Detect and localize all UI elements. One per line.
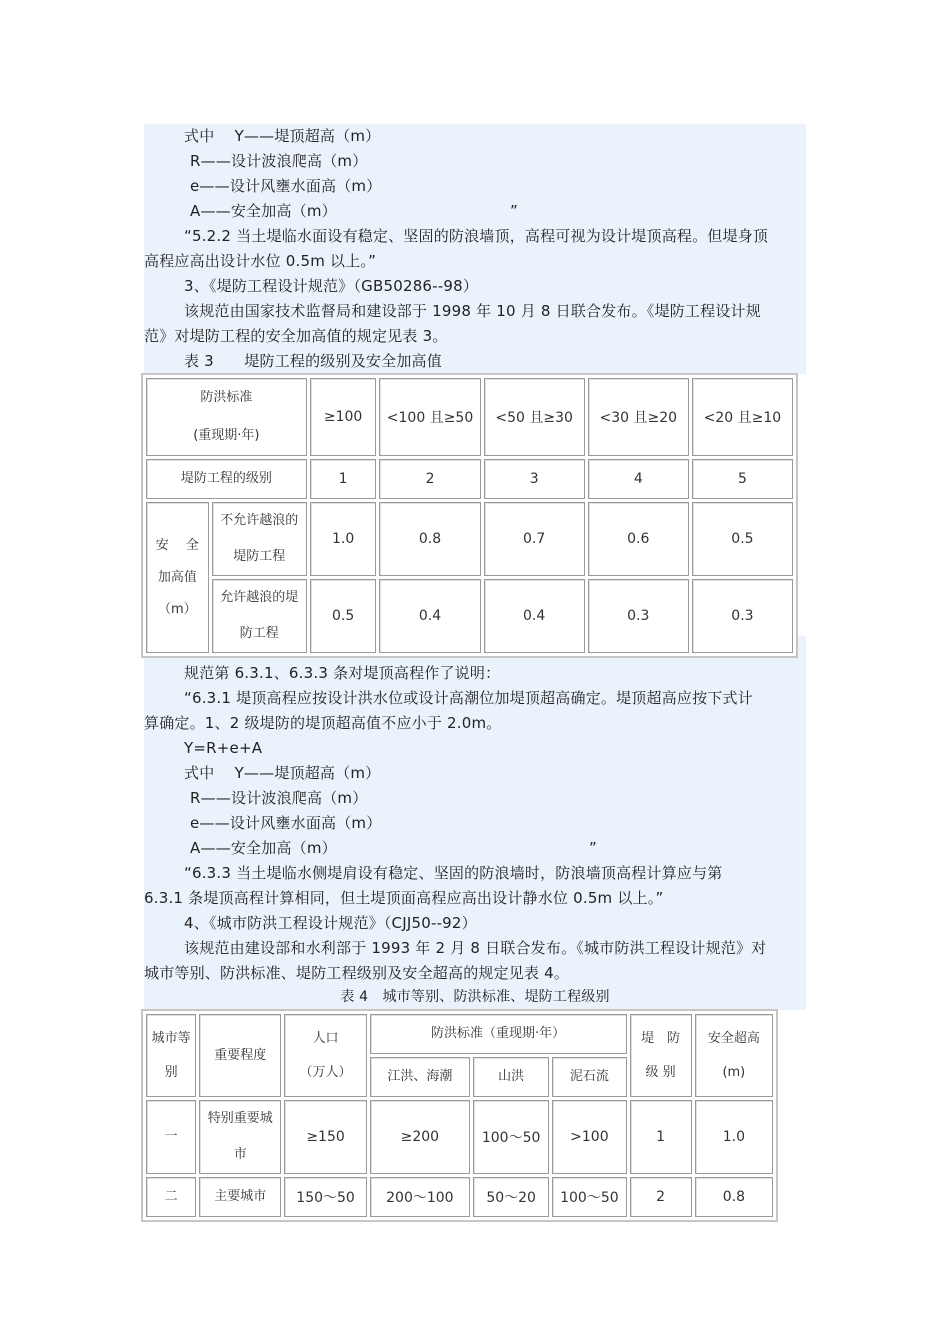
importance-cell: 主要城市 [199,1177,281,1217]
header-debris-flow: 泥石流 [552,1057,626,1097]
paragraph-text: 高程应高出设计水位 0.5m 以上。” [144,252,377,270]
paragraph-text: “6.3.1 堤顶高程应按设计洪水位或设计高潮位加堤顶超高确定。堤顶超高应按下式计 [184,689,753,707]
header-importance: 重要程度 [199,1014,281,1097]
value-cell: 0.7 [484,502,585,576]
header-city-grade: 城市等 别 [146,1014,196,1097]
table-4 [141,1009,778,1222]
formula-legend-a: A——安全加高（m） ” [144,199,806,224]
level-cell: 3 [484,459,585,499]
value-cell: ≥200 [370,1100,470,1174]
col-header: ≥100 [310,378,377,456]
section-heading: 3、《堤防工程设计规范》（GB50286--98） [184,277,479,295]
value-cell: >100 [552,1100,626,1174]
paragraph-text: “5.2.2 当土堤临水面设有稳定、坚固的防浪墙顶，高程可视为设计堤顶高程。但堤身顶 [184,227,769,245]
safety-label: 安 全 加高值 （m） [146,502,209,653]
value-cell: 100～50 [552,1177,626,1217]
paragraph-text: “6.3.3 当土堤临水侧堤肩设有稳定、坚固的防浪墙时，防浪墙顶高程计算应与第 [184,864,723,882]
formula: Y=R+e+A [184,739,263,757]
header-mountain-flood: 山洪 [473,1057,549,1097]
importance-cell: 特别重要城 市 [199,1100,281,1174]
value-cell: 100～50 [473,1100,549,1174]
col-header: <50 且≥30 [484,378,585,456]
header-flood-standard: 防洪标准（重现期·年） [370,1014,627,1054]
header-flood-standard: 防洪标准 (重现期·年) [146,378,307,456]
row-label-overtop: 允许越浪的堤 防工程 [212,579,307,653]
level-cell: 2 [379,459,480,499]
col-header: <100 且≥50 [379,378,480,456]
value-cell: 150～50 [284,1177,366,1217]
table-3 [141,373,798,658]
paragraph-text: 6.3.1 条堤顶高程计算相同，但土堤顶面高程应高出设计静水位 0.5m 以上。” [144,889,664,907]
value-cell: 50～20 [473,1177,549,1217]
col-header: <20 且≥10 [692,378,793,456]
grade-cell: 一 [146,1100,196,1174]
formula-legend-a: A——安全加高（m） ” [144,836,806,861]
col-header: <30 且≥20 [588,378,689,456]
level-label: 堤防工程的级别 [146,459,307,499]
paragraph-text: 该规范由建设部和水利部于 1993 年 2 月 8 日联合发布。《城市防洪工程设计规范》对 [184,939,767,957]
formula-legend-y: 式中 Y——堤顶超高（m） [184,127,381,145]
section-heading: 4、《城市防洪工程设计规范》（CJJ50--92） [184,914,477,932]
closing-quote: ” [510,202,518,220]
value-cell: ≥150 [284,1100,366,1174]
value-cell: 1 [630,1100,692,1174]
table-caption: 表 3 堤防工程的级别及安全加高值 [184,352,442,370]
level-cell: 4 [588,459,689,499]
value-cell: 1.0 [310,502,377,576]
value-cell: 0.5 [692,502,793,576]
value-cell: 0.3 [588,579,689,653]
value-cell: 0.8 [695,1177,773,1217]
paragraph-text: 范》对堤防工程的安全加高值的规定见表 3。 [144,327,448,345]
value-cell: 1.0 [695,1100,773,1174]
paragraph-text: 城市等别、防洪标准、堤防工程级别及安全超高的规定见表 4。 [144,964,570,982]
formula-legend-r: R——设计波浪爬高（m） [190,152,368,170]
value-cell: 0.5 [310,579,377,653]
header-river-tide: 江洪、海潮 [370,1057,470,1097]
paragraph-text: 算确定。1、2 级堤防的堤顶超高值不应小于 2.0m。 [144,714,502,732]
value-cell: 200～100 [370,1177,470,1217]
formula-legend-y: 式中 Y——堤顶超高（m） [184,764,381,782]
value-cell: 0.6 [588,502,689,576]
header-population: 人口 （万人） [284,1014,366,1097]
value-cell: 0.8 [379,502,480,576]
value-cell: 2 [630,1177,692,1217]
paragraph-text: 该规范由国家技术监督局和建设部于 1998 年 10 月 8 日联合发布。《堤防工程设计规 [184,302,761,320]
value-cell: 0.4 [379,579,480,653]
row-label-no-overtop: 不允许越浪的 堤防工程 [212,502,307,576]
value-cell: 0.4 [484,579,585,653]
level-cell: 5 [692,459,793,499]
value-cell: 0.3 [692,579,793,653]
table-caption: 表 4 城市等别、防洪标准、堤防工程级别 [340,989,610,1005]
level-cell: 1 [310,459,377,499]
header-safety-height: 安全超高 (m) [695,1014,773,1097]
formula-legend-e: e——设计风壅水面高（m） [190,177,382,195]
header-dike-level: 堤 防 级 别 [630,1014,692,1097]
paragraph-text: 规范第 6.3.1、6.3.3 条对堤顶高程作了说明： [184,664,501,682]
formula-legend-r: R——设计波浪爬高（m） [190,789,368,807]
closing-quote: ” [589,839,597,857]
grade-cell: 二 [146,1177,196,1217]
formula-legend-e: e——设计风壅水面高（m） [190,814,382,832]
